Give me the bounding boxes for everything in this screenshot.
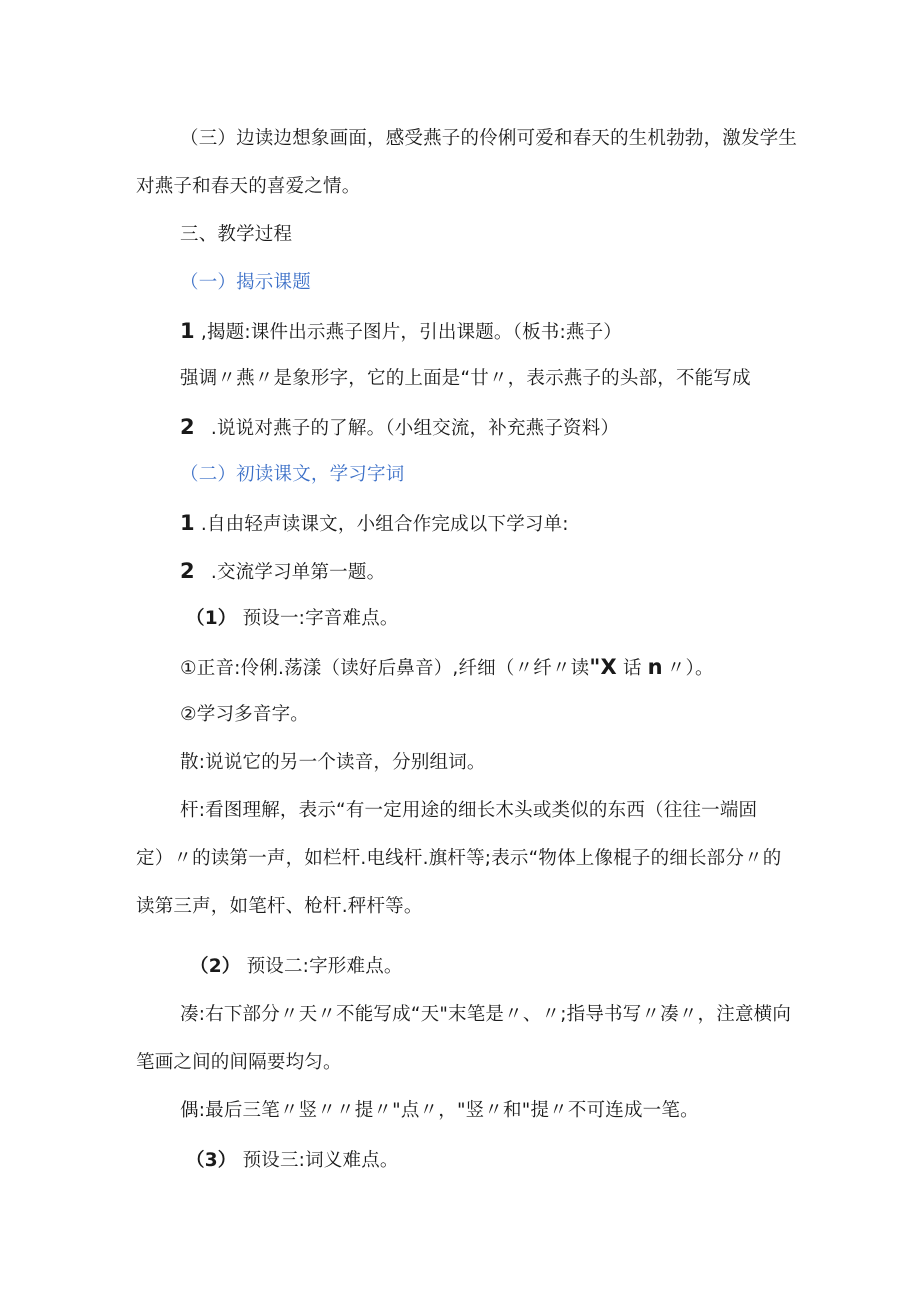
paragraph-objective-3-line1: （三）边读边想象画面，感受燕子的伶俐可爱和春天的生机勃勃，激发学生 (180, 128, 798, 149)
paragraph-gan-line2: 定）〃的读第一声，如栏杆.电线杆.旗杆等;表示“物体上像棍子的细长部分〃的 (136, 848, 782, 869)
subheading-first-reading: （二）初读课文，学习字词 (180, 464, 405, 485)
paragraph-cou-line2: 笔画之间的间隔要均匀。 (136, 1052, 342, 1073)
list-text: .自由轻声读课文，小组合作完成以下学习单: (200, 514, 569, 535)
list-text: .说说对燕子的了解。（小组交流，补充燕子资料） (210, 418, 620, 439)
paragraph-pronunciation (180, 654, 714, 682)
list-item-1-free-reading (180, 510, 569, 538)
list-text: ,揭题:课件出示燕子图片，引出课题。（板书:燕子） (200, 322, 623, 343)
paragraph-cou-line1: 凑:右下部分〃天〃不能写成“天"末笔是〃、〃;指导书写〃凑〃，注意横向 (180, 1004, 792, 1025)
list-number: 2 (180, 559, 195, 583)
preset-number: （2） (190, 956, 241, 977)
paragraph-gan-line1: 杆:看图理解，表示“有一定用途的细长木头或类似的东西（往往一端固 (180, 800, 758, 821)
preset-number: （1） (186, 608, 237, 629)
preset-number: （3） (186, 1150, 237, 1171)
list-text: .交流学习单第一题。 (210, 562, 386, 583)
preset-text: 预设一:字音难点。 (242, 608, 399, 629)
paragraph-emphasize-yan: 强调〃燕〃是象形字，它的上面是“廿〃，表示燕子的头部，不能写成 (180, 368, 751, 389)
preset-2-heading (190, 954, 403, 980)
preset-3-heading (186, 1148, 399, 1174)
paragraph-polyphones: ②学习多音字。 (180, 704, 309, 725)
list-number: 1 (180, 319, 195, 343)
paragraph-gan-line3: 读第三声，如笔杆、枪杆.秤杆等。 (136, 896, 423, 917)
pinyin-x: "X (589, 655, 617, 679)
pronunciation-text: ①正音:伶俐.荡漾（读好后鼻音）,纤细（〃纤〃读 (180, 658, 590, 679)
subheading-reveal-topic: （一）揭示课题 (180, 272, 311, 293)
list-item-1-reveal (180, 318, 622, 346)
paragraph-objective-3-line2: 对燕子和春天的喜爱之情。 (136, 176, 361, 197)
paragraph-ou: 偶:最后三笔〃竖〃〃提〃"点〃，"竖〃和"提〃不可连成一笔。 (180, 1100, 699, 1121)
preset-text: 预设三:词义难点。 (242, 1150, 399, 1171)
pronunciation-end: 〃）。 (666, 658, 714, 679)
list-item-2-exchange (180, 558, 385, 586)
list-number: 1 (180, 511, 195, 535)
preset-text: 预设二:字形难点。 (246, 956, 403, 977)
pinyin-n: n (647, 655, 663, 679)
pinyin-hua: 话 (622, 658, 642, 679)
paragraph-san: 散:说说它的另一个读音，分别组词。 (180, 752, 486, 773)
section-heading-teaching-process: 三、教学过程 (180, 224, 293, 245)
preset-1-heading (186, 606, 399, 632)
list-item-2-discuss (180, 414, 619, 442)
list-number: 2 (180, 415, 195, 439)
